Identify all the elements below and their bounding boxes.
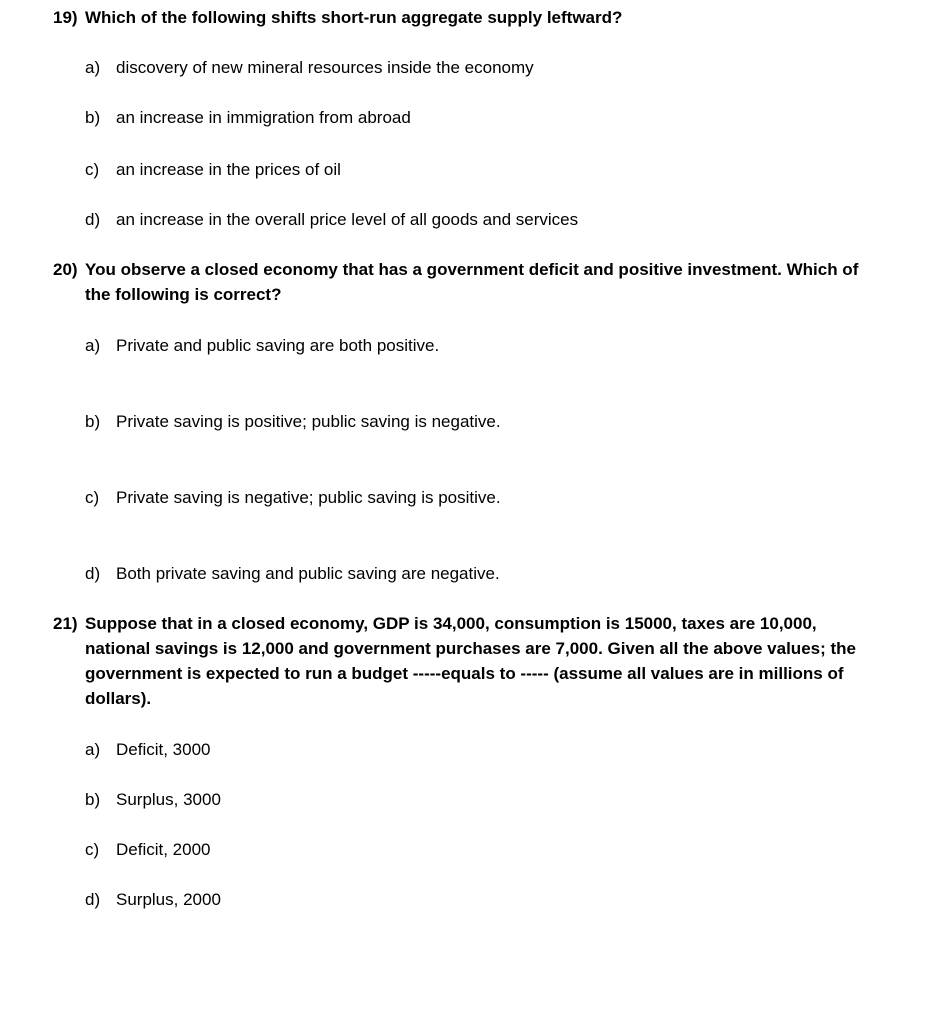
- option-text: discovery of new mineral resources inside the economy: [116, 58, 534, 77]
- option-text: an increase in the overall price level of all goods and services: [116, 210, 579, 229]
- option-21-a[interactable]: [85, 739, 211, 761]
- question-stem: Suppose that in a closed economy, GDP is 34,000, consumption is 15000, taxes are 10,000, national savings is 12,000 and government purchases are 7,000. Given all the above values; the government is expected to run a budget -----equals to ----- (assume all values are in millions of dollars).: [85, 614, 856, 708]
- option-letter: d): [85, 890, 101, 909]
- question-21: [53, 611, 883, 711]
- option-letter: c): [85, 840, 100, 859]
- option-letter: a): [85, 58, 101, 77]
- option-21-b[interactable]: [85, 789, 221, 811]
- option-21-c[interactable]: [85, 839, 211, 861]
- question-stem: Which of the following shifts short-run aggregate supply leftward?: [85, 8, 623, 27]
- option-text: an increase in immigration from abroad: [116, 108, 411, 127]
- option-text: Private saving is positive; public saving is negative.: [116, 412, 501, 431]
- option-letter: c): [85, 160, 100, 179]
- option-letter: b): [85, 790, 101, 809]
- option-text: Both private saving and public saving are negative.: [116, 564, 500, 583]
- option-20-b[interactable]: [85, 411, 501, 433]
- option-letter: b): [85, 108, 101, 127]
- option-letter: c): [85, 488, 100, 507]
- option-letter: d): [85, 564, 101, 583]
- option-20-a[interactable]: [85, 335, 439, 357]
- option-20-d[interactable]: [85, 563, 500, 585]
- option-19-b[interactable]: [85, 107, 411, 129]
- question-stem: You observe a closed economy that has a government deficit and positive investment. Which of the following is correct?: [85, 260, 859, 304]
- option-letter: a): [85, 740, 101, 759]
- option-text: Surplus, 2000: [116, 890, 221, 909]
- question-number: 20): [53, 260, 78, 279]
- option-21-d[interactable]: [85, 889, 221, 911]
- question-20: [53, 257, 883, 307]
- question-number: 21): [53, 614, 78, 633]
- option-text: Private and public saving are both positive.: [116, 336, 440, 355]
- option-20-c[interactable]: [85, 487, 501, 509]
- question-19: [53, 5, 883, 30]
- option-19-a[interactable]: [85, 57, 534, 79]
- option-text: an increase in the prices of oil: [116, 160, 341, 179]
- option-letter: d): [85, 210, 101, 229]
- question-number: 19): [53, 8, 78, 27]
- option-text: Surplus, 3000: [116, 790, 221, 809]
- option-text: Deficit, 3000: [116, 740, 211, 759]
- option-19-d[interactable]: [85, 209, 578, 231]
- option-letter: b): [85, 412, 101, 431]
- option-text: Private saving is negative; public saving is positive.: [116, 488, 501, 507]
- option-19-c[interactable]: [85, 159, 341, 181]
- option-text: Deficit, 2000: [116, 840, 211, 859]
- option-letter: a): [85, 336, 101, 355]
